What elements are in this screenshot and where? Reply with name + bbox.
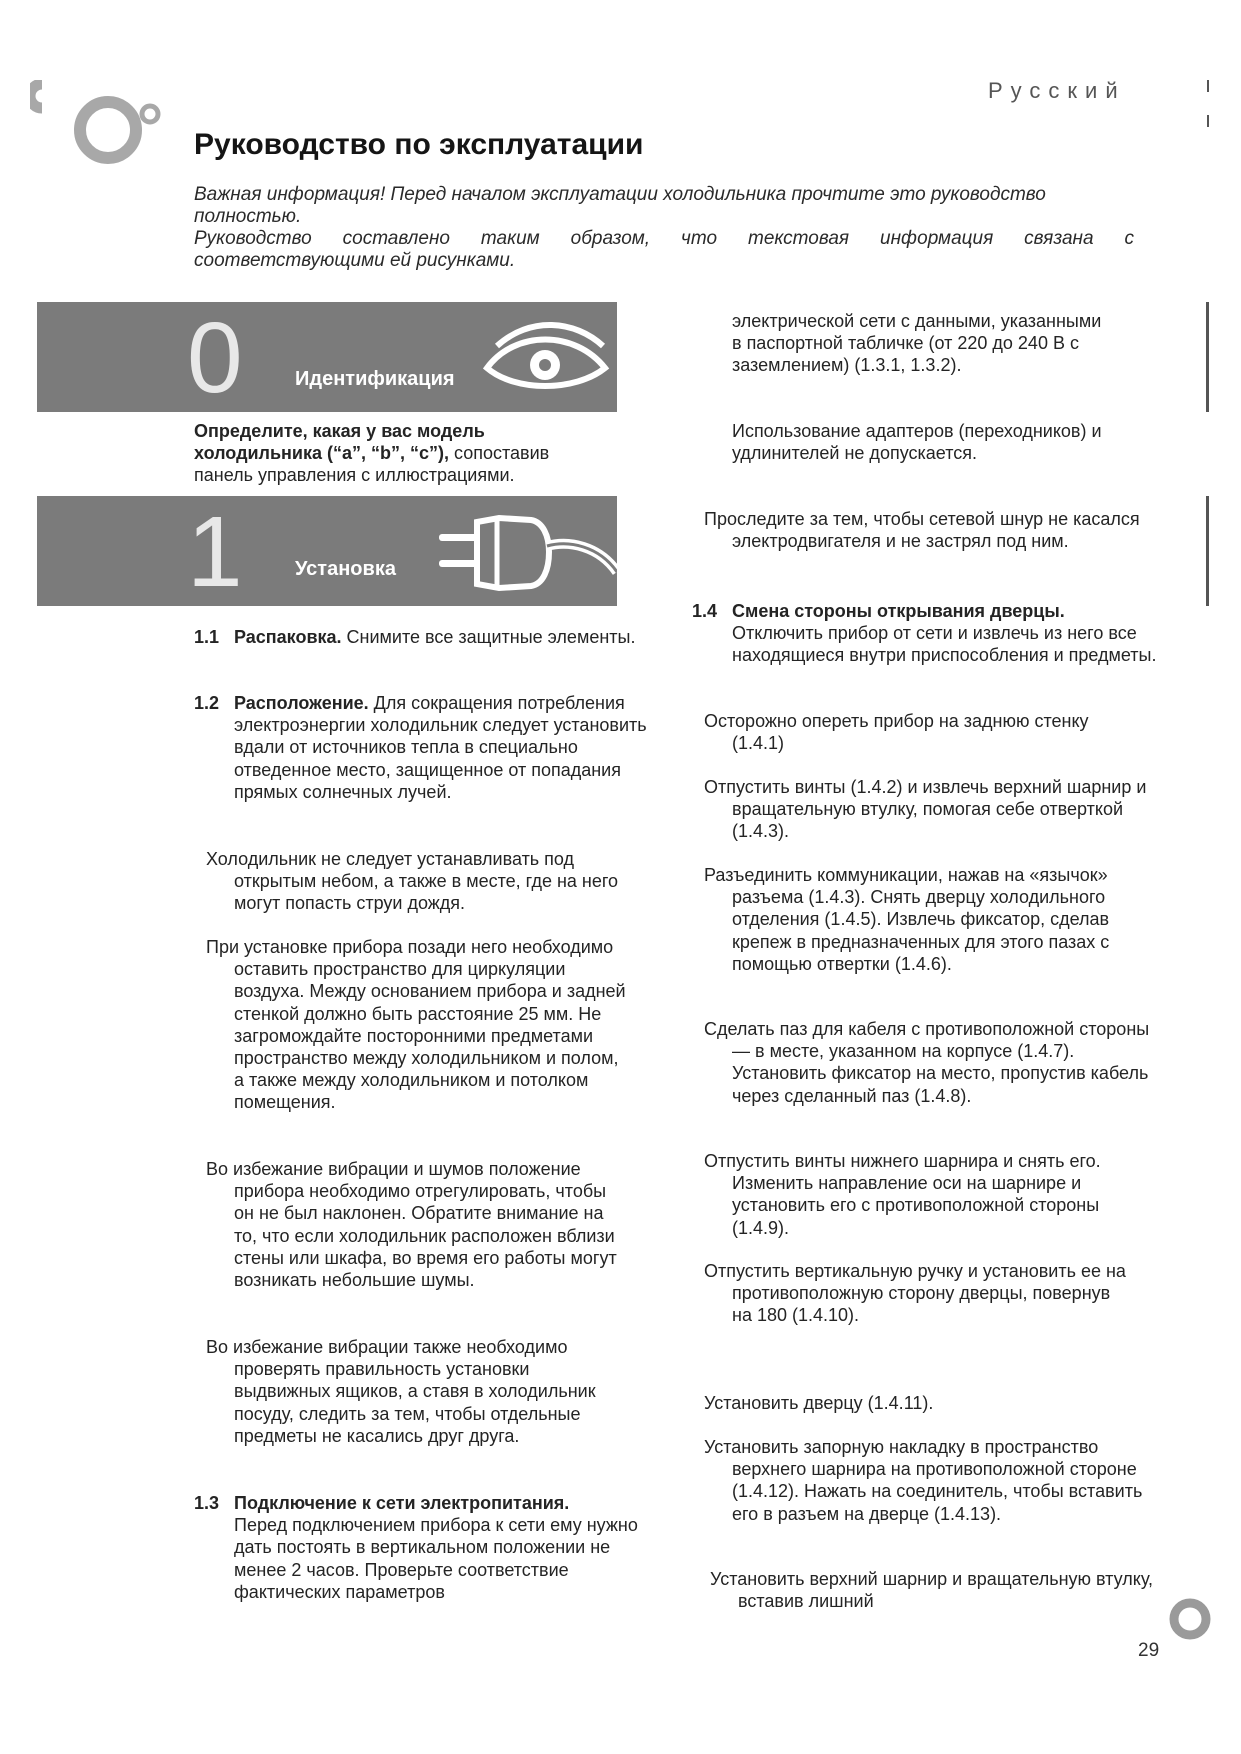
section-banner-installation (37, 496, 617, 606)
section-title: Идентификация (295, 368, 455, 390)
paragraph-lean-back: Осторожно опереть прибор на заднюю стенку (1.4.1) (704, 711, 1089, 754)
section-number: 1.4 (692, 601, 718, 621)
paragraph-upper-hinge: Отпустить винты (1.4.2) и извлечь верхний шарнир и вращательную втулку, помогая себе отверткой (1.4.3). (704, 777, 1147, 842)
section-1-4 (692, 600, 1172, 667)
paragraph-lower-hinge: Отпустить винты нижнего шарнира и снять его. Изменить направление оси на шарнире и установить его с противоположной стороны (1.4.9). (704, 1151, 1101, 1238)
paragraph-disconnect: Разъединить коммуникации, нажав на «язычок» разъема (1.4.3). Снять дверцу холодильного отделения (1.4.5). Извлечь фиксатор, сделав крепеж в предназначенных для этого пазах с помощью отвертки (1.4.6). (704, 865, 1110, 974)
edge-mark (1207, 80, 1209, 92)
paragraph-power-cord: Проследите за тем, чтобы сетевой шнур не касался электродвигателя и не застрял под ним. (704, 509, 1140, 552)
section-heading: Смена стороны открывания дверцы. (732, 601, 1065, 621)
intro-line: соответствующими ей рисунками. (194, 250, 516, 271)
section-banner-identification (37, 302, 617, 412)
section-heading: Расположение. (234, 693, 369, 713)
section-1-2 (194, 692, 654, 803)
section-1-1 (194, 626, 654, 648)
identification-text (194, 420, 594, 487)
paragraph-text: Для сокращения потребления электроэнергии холодильник следует установить вдали от источников тепла в специально отведенное место, защищенное от попадания прямых солнечных лучей. (234, 693, 647, 802)
section-number: 1.1 (194, 627, 220, 647)
decorative-ring-icon (1164, 1594, 1212, 1644)
edge-mark (1207, 115, 1209, 127)
section-heading: Распаковка. (234, 627, 342, 647)
eye-icon (475, 316, 615, 400)
paragraph-vibration: Во избежание вибрации и шумов положение прибора необходимо отрегулировать, чтобы он не был наклонен. Обратите внимание на то, что если холодильник расположен вблизи стены или шкафа, во время его работы могут возникать небольшие шумы. (206, 1159, 617, 1291)
intro-line: Руководство составлено таким образом, что текстовая информация связана с (194, 228, 1134, 249)
section-heading: Подключение к сети электропитания. (234, 1493, 570, 1513)
intro-line: Важная информация! Перед началом эксплуатации холодильника прочтите это руководство (194, 184, 1046, 205)
margin-bar (1206, 302, 1209, 412)
paragraph-adapters: Использование адаптеров (переходников) и удлинителей не допускается. (732, 421, 1102, 464)
paragraph-upper-hinge-install: Установить верхний шарнир и вращательную втулку, вставив лишний (710, 1569, 1154, 1612)
paragraph-handle: Отпустить вертикальную ручку и установить ее на противоположную сторону дверцы, повернув на 180 (1.4.10). (704, 1261, 1126, 1326)
paragraph-locking-plate: Установить запорную накладку в пространство верхнего шарнира на противоположной стороне (1.4.12). Нажать на соединитель, чтобы вставить его в разъем на дверце (1.4.13). (704, 1437, 1143, 1524)
section-number: 1 (187, 496, 243, 608)
page-number: 29 (1138, 1640, 1160, 1661)
margin-bar (1206, 496, 1209, 606)
paragraph-install-door: Установить дверцу (1.4.11). (704, 1393, 934, 1413)
paragraph-cable-slot: Сделать паз для кабеля с противоположной стороны — в месте, указанном на корпусе (1.4.7). Установить фиксатор на место, пропустив кабель через сделанный паз (1.4.8). (704, 1019, 1150, 1106)
section-title: Установка (295, 558, 396, 580)
paragraph-drawers: Во избежание вибрации также необходимо проверять правильность установки выдвижных ящиков, а ставя в холодильник посуду, следить за тем, чтобы отдельные предметы не касались друг друга. (206, 1337, 596, 1446)
paragraph-outdoor: Холодильник не следует устанавливать под открытым небом, а также в месте, где на него могут попасть струи дождя. (206, 849, 619, 914)
plug-icon (439, 512, 617, 596)
identification-rest: сопоставив панель управления с иллюстрациями. (194, 443, 550, 486)
language-label: Русский (988, 78, 1126, 103)
page-title: Руководство по эксплуатации (194, 128, 644, 161)
intro-line: полностью. (194, 206, 302, 227)
paragraph-text: Отключить прибор от сети и извлечь из него все находящиеся внутри приспособления и предметы. (732, 623, 1157, 666)
section-number: 1.2 (194, 693, 220, 713)
section-number: 1.3 (194, 1493, 220, 1513)
paragraph-air-circulation: При установке прибора позади него необходимо оставить пространство для циркуляции воздуха. Между основанием прибора и задней стенкой должно быть расстояние 25 мм. Не загромождайте посторонними предметами пространство между холодильником и полом, а также между холодильником и потолком помещения. (206, 937, 626, 1113)
paragraph-mains-continued: электрической сети с данными, указанными в паспортной табличке (от 220 до 240 В с заземлением) (1.3.1, 1.3.2). (732, 311, 1102, 376)
intro-note (194, 184, 1134, 272)
section-number: 0 (187, 302, 243, 414)
identification-bold: Определите, какая у вас модель холодильника (“a”, “b”, “c”), (194, 421, 485, 464)
section-1-3 (194, 1492, 654, 1603)
paragraph-text: Снимите все защитные элементы. (341, 627, 636, 647)
paragraph-text: Перед подключением прибора к сети ему нужно дать постоять в вертикальном положении не менее 2 часов. Проверьте соответствие фактических параметров (234, 1515, 638, 1602)
brand-logo (30, 80, 170, 180)
